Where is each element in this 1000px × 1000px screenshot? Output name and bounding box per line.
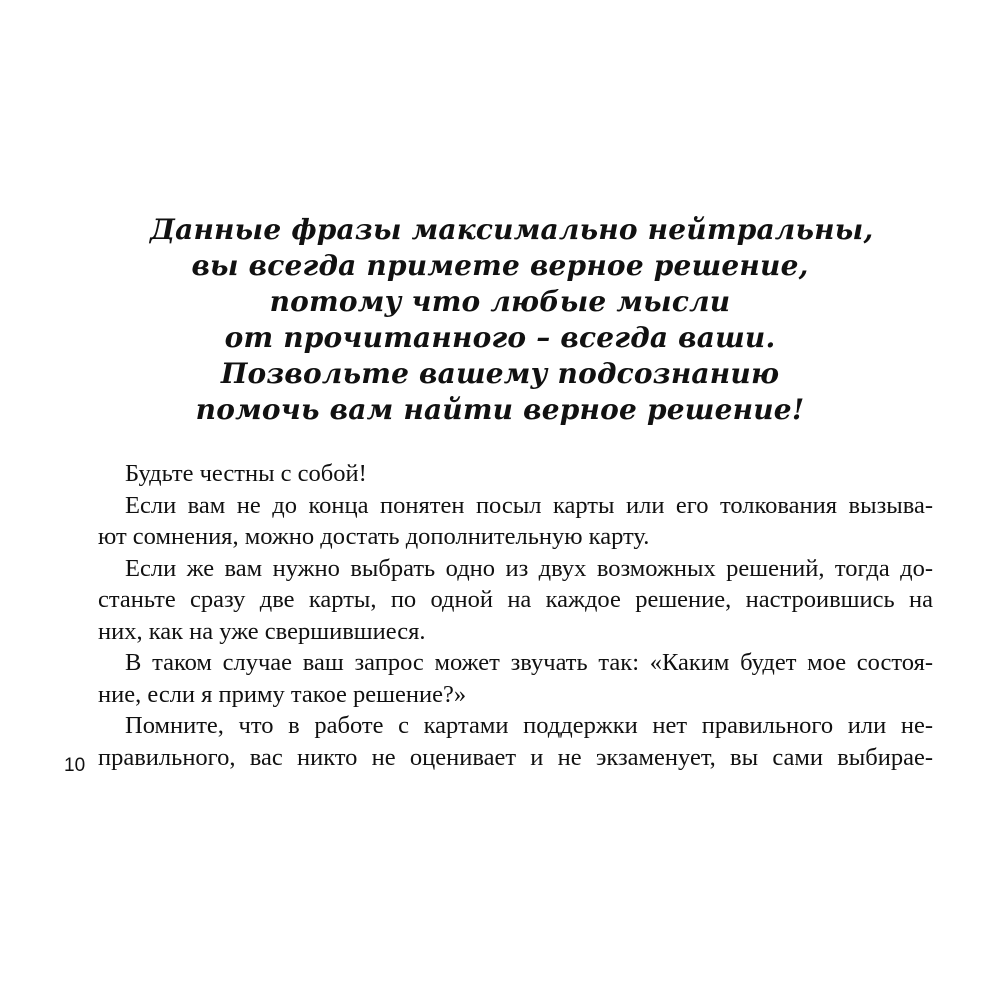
quote-line: Позвольте вашему подсознанию [220,357,780,390]
paragraph-line: Будьте честны с собой! [125,460,367,487]
paragraph-line: ние, если я приму такое решение?» [98,680,467,708]
quote-line: помочь вам найти верное решение! [195,393,805,426]
paragraph-line: В таком случае ваш запрос может звучать так: «Каким будет мое состоя- [125,649,933,676]
body-text [98,458,933,773]
paragraph-line: Помните, что в работе с картами поддержки нет правильного или не- [125,712,933,739]
paragraph-line: станьте сразу две карты, по одной на каждое решение, настроившись на [98,586,933,613]
quote-line: от прочитанного – всегда ваши. [224,321,776,354]
handwritten-quote [150,212,874,428]
paragraph-line: них, как на уже свершившиеся. [98,617,426,645]
paragraph-line: ют сомнения, можно достать дополнительную карту. [98,523,650,550]
quote-line: вы всегда примете верное решение, [191,249,809,282]
paragraph-line: Если вам не до конца понятен посыл карты или его толкования вызыва- [125,491,933,519]
page-number: 10 [64,755,86,776]
quote-line: Данные фразы максимально нейтральны, [150,213,874,246]
quote-line: потому что любые мысли [269,285,731,318]
paragraph-line: правильного, вас никто не оценивает и не экзаменует, вы сами выбирае- [98,743,933,771]
paragraph-line: Если же вам нужно выбрать одно из двух возможных решений, тогда до- [125,554,933,582]
